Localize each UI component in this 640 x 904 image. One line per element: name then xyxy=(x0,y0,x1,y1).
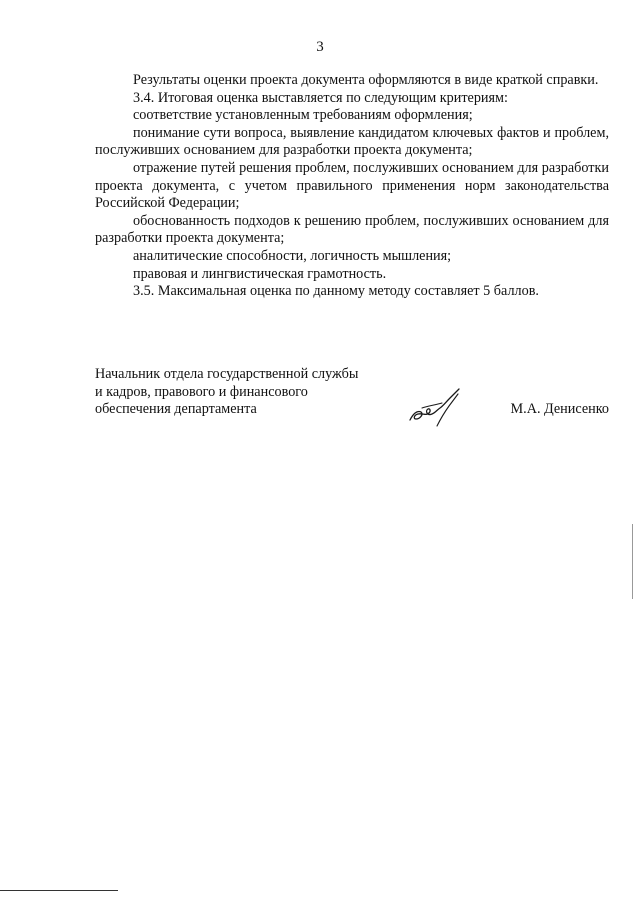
paragraph: Результаты оценки проекта документа оформляются в виде краткой справки. xyxy=(133,72,599,88)
paragraph: правовая и лингвистическая грамотность. xyxy=(133,265,387,282)
footer-rule xyxy=(0,890,118,891)
signatory-position-line: и кадров, правового и финансового xyxy=(95,383,308,400)
signatory-position xyxy=(95,366,395,419)
handwritten-signature xyxy=(404,386,464,430)
page-number: 3 xyxy=(316,39,324,55)
signer-name: М.А. Денисенко xyxy=(510,401,609,417)
paragraph: отражение путей решения проблем, послуживших основанием для разработки проекта документа, с учетом правильного применения норм законодательства Российской Федерации; xyxy=(95,159,609,212)
paragraph: 3.5. Максимальная оценка по данному методу составляет 5 баллов. xyxy=(133,283,539,300)
paragraph: обоснованность подходов к решению проблем, послуживших основанием для разработки проекта документа; xyxy=(95,212,609,247)
body-text xyxy=(95,72,609,301)
paragraph: 3.4. Итоговая оценка выставляется по следующим критериям: xyxy=(133,89,508,106)
paragraph: соответствие установленным требованиям оформления; xyxy=(133,107,473,124)
scan-edge-mark xyxy=(632,524,633,599)
paragraph: аналитические способности, логичность мышления; xyxy=(133,247,452,264)
paragraph: понимание сути вопроса, выявление кандидатом ключевых фактов и проблем, послуживших основанием для разработки проекта документа; xyxy=(95,124,609,159)
signatory-position-line: Начальник отдела государственной службы xyxy=(95,366,359,382)
signatory-position-line: обеспечения департамента xyxy=(95,401,257,418)
